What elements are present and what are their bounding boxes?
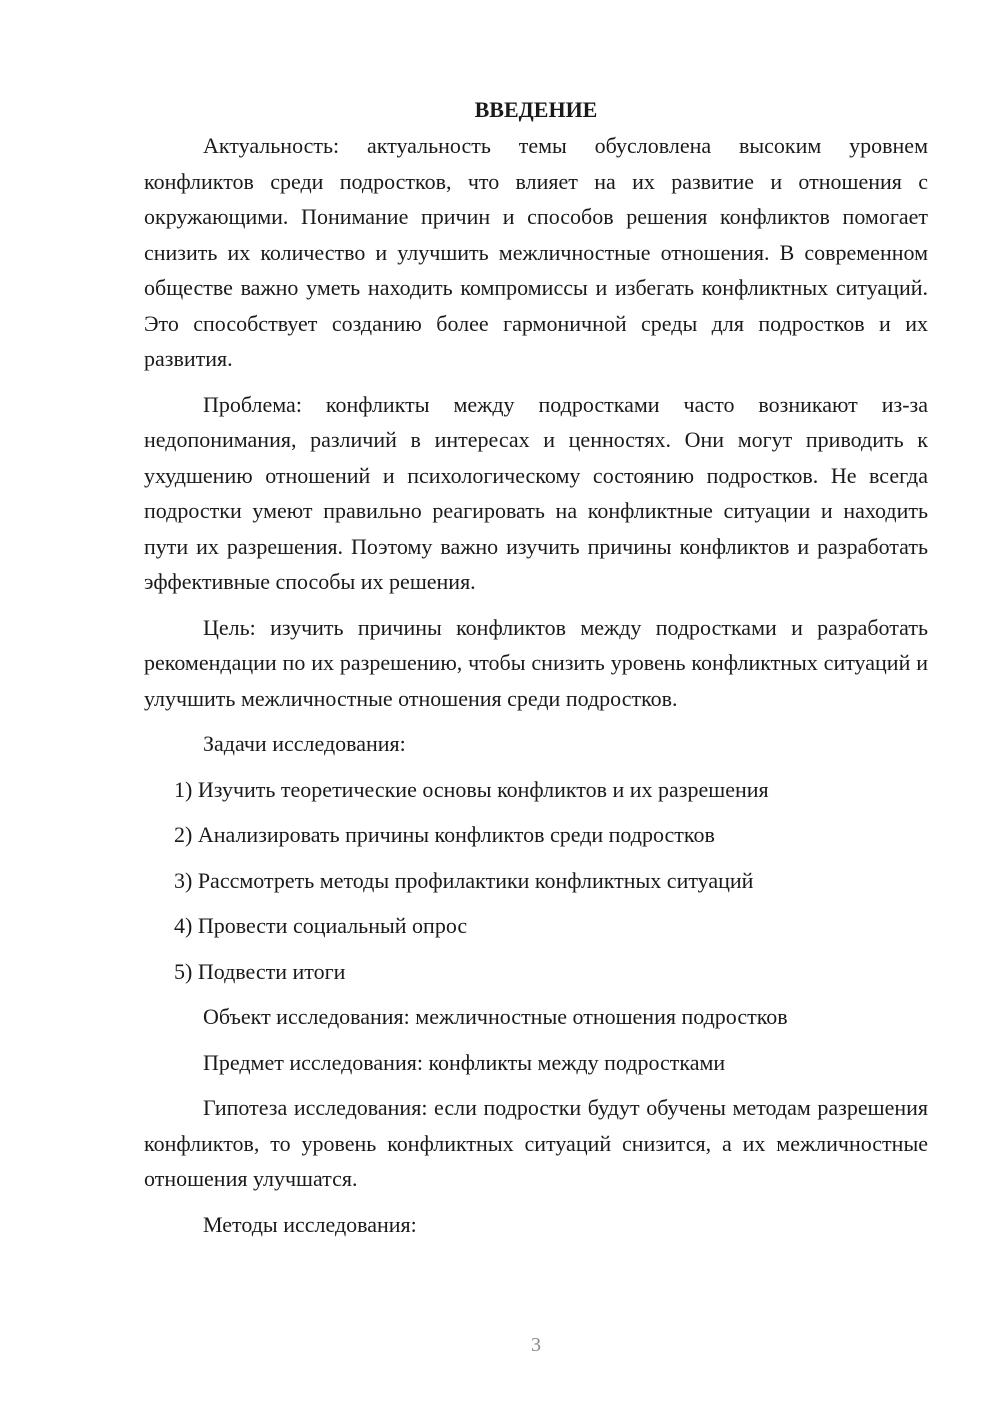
list-item: 2) Анализировать причины конфликтов среди подростков [174, 822, 715, 847]
page-title: ВВЕДЕНИЕ [474, 97, 598, 122]
paragraph-relevance: Актуальность: актуальность темы обусловлена высоким уровнем конфликтов среди подростков, что влияет на их развитие и отношения с окружающими. Понимание причин и способов решения конфликтов помогает снизить их количество и улучшить межличностные отношения. В современном обществе важно уметь находить компромиссы и избегать конфликтных ситуаций. Это способствует созданию более гармоничной среды для подростков и их развития. [144, 133, 928, 371]
list-item: 3) Рассмотреть методы профилактики конфликтных ситуаций [174, 867, 754, 893]
list-item: 5) Подвести итоги [174, 958, 346, 984]
methods-heading: Методы исследования: [203, 1211, 417, 1237]
paragraph-subject: Предмет исследования: конфликты между подростками [203, 1049, 726, 1075]
page-content [144, 96, 928, 1252]
page-number: 3 [531, 1334, 541, 1356]
paragraph-hypothesis: Гипотеза исследования: если подростки будут обучены методам разрешения конфликтов, то уровень конфликтных ситуаций снизится, а их межличностные отношения улучшатся. [144, 1095, 928, 1191]
list-item: 1) Изучить теоретические основы конфликтов и их разрешения [174, 776, 769, 802]
paragraph-object: Объект исследования: межличностные отношения подростков [203, 1004, 788, 1029]
paragraph-goal: Цель: изучить причины конфликтов между подростками и разработать рекомендации по их разрешению, чтобы снизить уровень конфликтных ситуаций и улучшить межличностные отношения среди подростков. [144, 614, 928, 711]
list-item: 4) Провести социальный опрос [174, 913, 468, 938]
paragraph-problem: Проблема: конфликты между подростками часто возникают из-за недопонимания, различий в интересах и ценностях. Они могут приводить к ухудшению отношений и психологическому состоянию подростков. Не всегда подростки умеют правильно реагировать на конфликтные ситуации и находить пути их разрешения. Поэтому важно изучить причины конфликтов и разработать эффективные способы их решения. [144, 391, 928, 594]
tasks-heading: Задачи исследования: [203, 731, 406, 756]
